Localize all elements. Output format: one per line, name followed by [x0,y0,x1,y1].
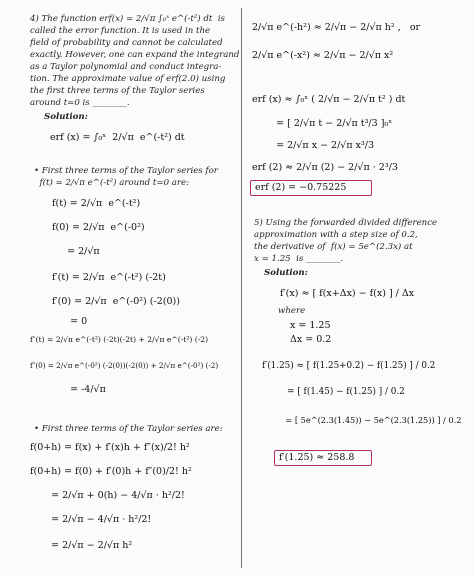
problem4-solution-label: Solution: [44,112,88,122]
problem5-formula: f′(x) ≈ [ f(x+Δx) − f(x) ] / Δx [280,288,415,299]
problem4-statement-line-7: the first three terms of the Taylor series [30,86,205,96]
problem5-answer-box [274,450,372,466]
problem4-step-fprime-t: f′(t) = 2/√π e^(-t²) (-2t) [52,272,166,283]
problem4-erf-substitution: erf (2) ≈ 2/√π (2) − 2/√π · 2³/3 [252,162,398,173]
column-divider [241,8,242,568]
problem4-series-intro: • First three terms of the Taylor series are: [34,424,223,434]
problem5-step-2: = [ f(1.45) − f(1.25) ] / 0.2 [262,387,405,397]
problem4-step-fdoubleprime-0: f″(0) = 2/√π e^(-0²) (-2(0))(-2(0)) + 2/√π e^(-0²) (-2) [30,361,219,370]
problem5-where-dx: Δx = 0.2 [290,334,332,345]
problem4-step-fprime-0: f′(0) = 2/√π e^(-0²) (-2(0)) [52,296,180,307]
problem4-statement-line-5: as a Taylor polynomial and conduct integra- [30,62,222,72]
problem4-statement-line-1: 4) The function erf(x) = 2/√π ∫₀ˣ e^(-t²) dt is [30,14,225,24]
problem5-step-1: f′(1.25) ≈ [ f(1.25+0.2) − f(1.25) ] / 0.2 [262,361,436,371]
problem4-statement-line-8: around t=0 is ________. [30,98,130,108]
problem5-where-label: where [278,306,306,316]
problem4-step-f-0: f(0) = 2/√π e^(-0²) [52,222,145,233]
problem4-erf-integral: erf (x) ≈ ∫₀ˣ ( 2/√π − 2/√π t² ) dt [252,94,406,105]
problem4-series-line-1: f(0+h) = f(x) + f′(x)h + f″(x)/2! h² [30,442,190,453]
problem4-series-line-3: = 2/√π + 0(h) − 4/√π · h²/2! [30,490,185,501]
problem5-step-3: = [ 5e^(2.3(1.45)) − 5e^(2.3(1.25)) ] / 0.2 [262,415,462,425]
problem5-statement-line-3: the derivative of f(x) = 5e^(2.3x) at [254,242,413,252]
problem5-where-x: x = 1.25 [290,320,331,331]
problem5-statement-line-4: x = 1.25 is ________. [254,254,344,264]
problem5-answer: f′(1.25) ≈ 258.8 [279,452,355,463]
problem4-taylor-intro-line-2: f(t) = 2/√π e^(-t²) around t=0 are: [34,178,189,188]
problem4-series-line-5: = 2/√π − 2/√π h² [30,540,133,551]
problem5-statement-line-2: approximation with a step size of 0.2, [254,230,418,240]
problem4-answer-box [250,180,372,196]
problem4-statement-line-3: field of probability and cannot be calculated [30,38,223,48]
problem5-statement-line-1: 5) Using the forwarded divided difference [254,218,438,228]
problem4-step-f-0-result: = 2/√π [52,246,100,257]
problem4-statement-line-4: exactly. However, one can expand the integrand [30,50,240,60]
problem4-approx-x: 2/√π e^(-x²) ≈ 2/√π − 2/√π x² [252,50,394,61]
problem4-step-fprime-0-result: = 0 [52,316,88,327]
problem4-statement-line-6: tion. The approximate value of erf(2.0) using [30,74,226,84]
problem4-erf-antiderivative: = [ 2/√π t − 2/√π t³/3 ]₀ˣ [252,118,393,129]
problem4-taylor-intro-line-1: • First three terms of the Taylor series for [34,166,218,176]
problem4-statement-line-2: called the error function. It is used in the [30,26,211,36]
problem4-step-f-t: f(t) = 2/√π e^(-t²) [52,198,141,209]
problem4-series-line-2: f(0+h) = f(0) + f′(0)h + f″(0)/2! h² [30,466,192,477]
problem4-erf-expression: = 2/√π x − 2/√π x³/3 [252,140,375,151]
problem4-step-fdoubleprime-0-result: = -4/√π [52,384,106,395]
problem4-answer: erf (2) = −0.75225 [255,182,347,193]
problem4-approx-h: 2/√π e^(-h²) ≈ 2/√π − 2/√π h² , or [252,22,421,33]
problem5-solution-label: Solution: [264,268,308,278]
problem4-erf-definition: erf (x) = ∫₀ˣ 2/√π e^(-t²) dt [50,132,185,143]
problem4-series-line-4: = 2/√π − 4/√π · h²/2! [30,514,152,525]
problem4-step-fdoubleprime-t: f″(t) = 2/√π e^(-t²) (-2t)(-2t) + 2/√π e^(-t²) (-2) [30,335,209,344]
